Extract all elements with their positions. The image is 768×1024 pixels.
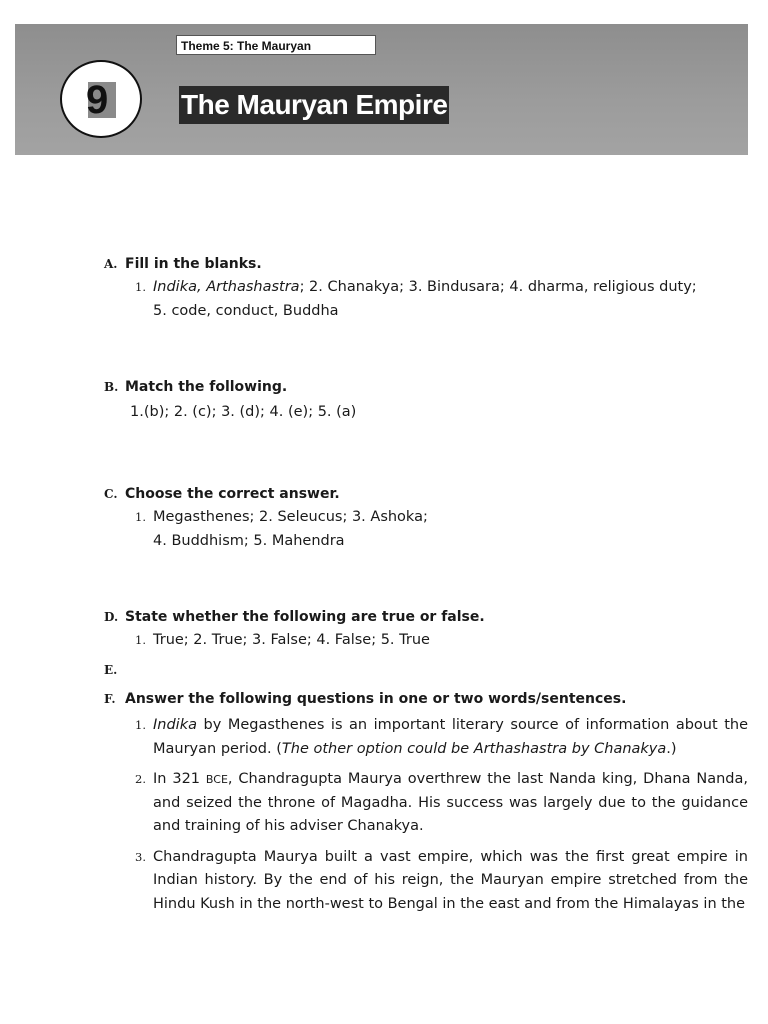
item-number: 1. xyxy=(135,633,146,647)
answer-italic: Indika xyxy=(153,717,197,733)
answer-text: by Megasthenes is an important literary source of information about the Mauryan period. ( xyxy=(153,717,748,757)
chapter-number-badge xyxy=(60,60,142,138)
section-heading: Fill in the blanks. xyxy=(125,256,262,272)
section-a xyxy=(104,254,748,323)
section-b xyxy=(104,377,748,423)
item-number: 2. xyxy=(135,772,146,786)
section-e xyxy=(104,660,748,680)
answer-item xyxy=(104,276,748,323)
section-letter: D. xyxy=(104,610,119,624)
answer-italic: Indika, Arthashastra xyxy=(153,279,300,295)
section-heading: State whether the following are true or false. xyxy=(125,609,485,625)
section-f xyxy=(104,689,748,916)
chapter-title: The Mauryan Empire xyxy=(179,86,449,124)
section-letter: A. xyxy=(104,257,118,271)
section-c xyxy=(104,484,748,553)
answer-text: Chandragupta Maurya built a vast empire, which was the first great empire in Indian history. By the end of his reign, the Mauryan empire stretched from the Hindu Kush in the north-west to Bengal in the east and from the Himalayas in the xyxy=(153,848,748,912)
answer-item xyxy=(104,506,748,553)
section-heading: Answer the following questions in one or two words/sentences. xyxy=(125,691,627,707)
answer-text: ; 2. Chanakya; 3. Bindusara; 4. dharma, religious duty; xyxy=(299,279,697,295)
section-heading: Match the following. xyxy=(125,379,288,395)
section-letter: B. xyxy=(104,380,119,394)
era-label: BCE xyxy=(205,773,228,786)
answer-item xyxy=(104,714,748,761)
section-d xyxy=(104,607,748,653)
answer-item xyxy=(104,846,748,917)
item-number: 3. xyxy=(135,849,146,864)
section-heading: Choose the correct answer. xyxy=(125,486,340,502)
item-number: 1. xyxy=(135,510,146,524)
answer-text-pre: In 321 xyxy=(153,771,206,787)
answer-italic-note: The other option could be Arthashastra by Chanakya xyxy=(281,740,667,757)
answer-text: , Chandragupta Maurya overthrew the last Nanda king, Dhana Nanda, and seized the throne of Magadha. His success was largely due to the guidance and training of his adviser Chanakya. xyxy=(153,771,748,834)
section-letter: F. xyxy=(104,692,116,706)
theme-label: Theme 5: The Mauryan xyxy=(176,35,376,55)
chapter-number: 9 xyxy=(88,82,116,118)
answer-text: Megasthenes; 2. Seleucus; 3. Ashoka; xyxy=(153,509,428,525)
answer-item xyxy=(104,768,748,839)
answer-text: True; 2. True; 3. False; 4. False; 5. True xyxy=(153,632,430,648)
answer-text-line2: 4. Buddhism; 5. Mahendra xyxy=(153,532,345,549)
answer-text: 1.(b); 2. (c); 3. (d); 4. (e); 5. (a) xyxy=(130,404,357,420)
item-number: 1. xyxy=(135,280,146,294)
section-letter: C. xyxy=(104,487,118,501)
answer-text-line2: 5. code, conduct, Buddha xyxy=(153,302,339,319)
section-letter: E. xyxy=(104,663,118,677)
item-number: 1. xyxy=(135,718,146,732)
answer-item xyxy=(104,629,748,653)
answer-close: .) xyxy=(666,740,677,757)
